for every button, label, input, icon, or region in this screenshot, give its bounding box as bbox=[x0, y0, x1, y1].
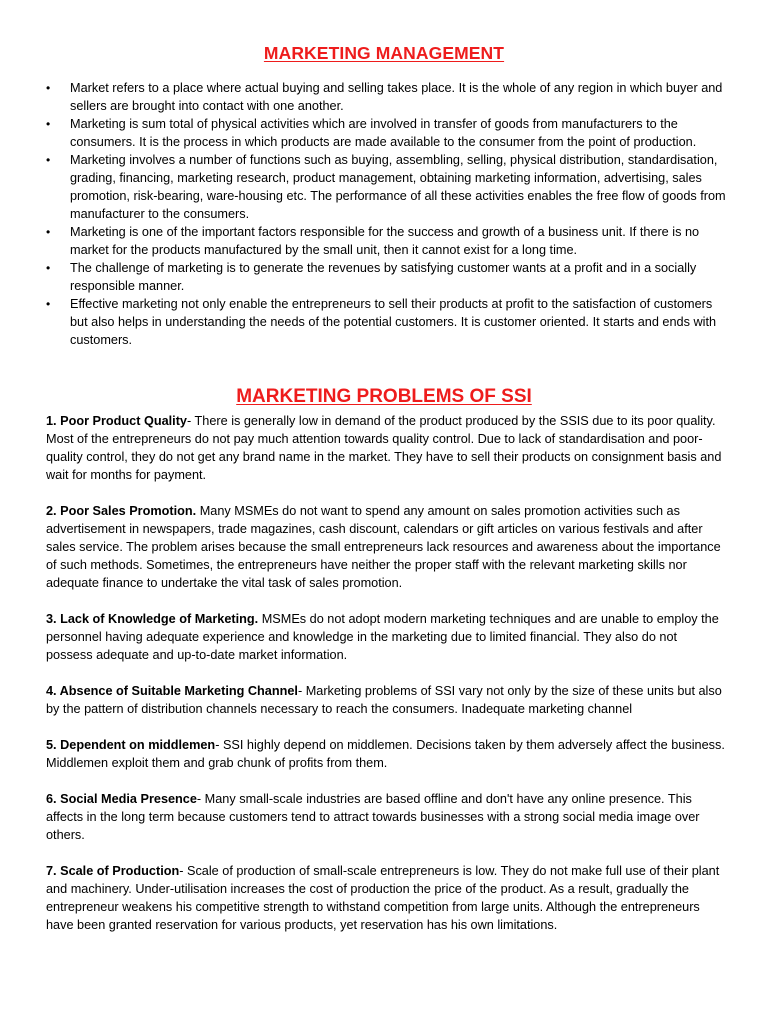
bullet-icon: • bbox=[46, 225, 51, 239]
bullet-item bbox=[46, 115, 726, 151]
bullet-item bbox=[46, 151, 726, 223]
problem-heading: 6. Social Media Presence bbox=[46, 792, 197, 806]
problem-paragraph bbox=[46, 502, 726, 592]
problem-heading: 3. Lack of Knowledge of Marketing. bbox=[46, 612, 259, 626]
problem-heading: 7. Scale of Production bbox=[46, 864, 180, 878]
problem-body: - SSI highly depend on middlemen. Decisions taken by them adversely affect the business. Middlemen exploit them and grab chunk of profits from them. bbox=[46, 738, 725, 770]
problem-body: Many MSMEs do not want to spend any amount on sales promotion activities such as advertisement in newspapers, trade magazines, cash discount, calendars or gift articles on various festivals and after sales service. The problem arises because the small entrepreneurs lack resources and awareness about the importance of such methods. Sometimes, the entrepreneurs have neither the proper staff with the relevant marketing skills nor adequate finance to undertake the vital task of sales promotion. bbox=[46, 504, 721, 590]
problem-paragraph bbox=[46, 682, 726, 718]
problem-paragraph bbox=[46, 862, 726, 934]
bullet-text: Effective marketing not only enable the entrepreneurs to sell their products at profit to the satisfaction of customers but also helps in understanding the needs of the potential customers. It is customer oriented. It starts and ends with customers. bbox=[70, 297, 717, 347]
problem-body: - Marketing problems of SSI vary not only by the size of these units but also by the pattern of distribution channels necessary to reach the consumers. Inadequate marketing channel bbox=[46, 684, 722, 716]
problem-heading: 1. Poor Product Quality bbox=[46, 414, 187, 428]
bullet-item bbox=[46, 223, 726, 259]
bullet-icon: • bbox=[46, 81, 51, 95]
bullet-icon: • bbox=[46, 153, 51, 167]
bullet-icon: • bbox=[46, 117, 51, 131]
problem-heading: 5. Dependent on middlemen bbox=[46, 738, 216, 752]
problem-paragraph bbox=[46, 736, 726, 772]
problem-body: - Many small-scale industries are based offline and don't have any online presence. This affects in the long term because customers tend to attract towards businesses with a strong social media image over others. bbox=[46, 792, 700, 842]
bullet-icon: • bbox=[46, 261, 51, 275]
bullet-text: Marketing is one of the important factors responsible for the success and growth of a business unit. If there is no market for the products manufactured by the small unit, then it cannot exist for a long time. bbox=[70, 225, 700, 257]
problem-paragraph bbox=[46, 790, 726, 844]
marketing-bullet-list bbox=[46, 79, 726, 349]
bullet-item bbox=[46, 79, 726, 115]
bullet-icon: • bbox=[46, 297, 51, 311]
bullet-item bbox=[46, 295, 726, 349]
problem-body: MSMEs do not adopt modern marketing techniques and are unable to employ the personnel having adequate experience and knowledge in the marketing due to limited financial. They also do not possess adequate and up-to-date market information. bbox=[46, 612, 719, 662]
bullet-text: Market refers to a place where actual buying and selling takes place. It is the whole of any region in which buyer and sellers are brought into contact with one another. bbox=[70, 81, 723, 113]
section-title: MARKETING PROBLEMS OF SSI bbox=[236, 386, 532, 407]
problem-heading: 4. Absence of Suitable Marketing Channel bbox=[46, 684, 298, 698]
problems-list bbox=[46, 412, 726, 934]
problem-paragraph bbox=[46, 412, 726, 484]
bullet-text: The challenge of marketing is to generate the revenues by satisfying customer wants at a profit and in a socially responsible manner. bbox=[70, 261, 697, 293]
problem-paragraph bbox=[46, 610, 726, 664]
page-title: MARKETING MANAGEMENT bbox=[263, 43, 505, 63]
bullet-item bbox=[46, 259, 726, 295]
problem-body: - Scale of production of small-scale entrepreneurs is low. They do not make full use of their plant and machinery. Under-utilisation increases the cost of production the price of the product. As a result, gradually the entrepreneur weakens his competitive strength to withstand competition from large units. Although the entrepreneurs have been granted reservation for various products, yet reservation has his own limitations. bbox=[46, 864, 720, 932]
bullet-text: Marketing involves a number of functions such as buying, assembling, selling, physical distribution, standardisation, grading, financing, marketing research, product management, obtaining marketing information, advertising, sales promotion, risk-bearing, ware-housing etc. The performance of all these activities enables the free flow of goods from manufacturer to the consumers. bbox=[70, 153, 726, 221]
problem-heading: 2. Poor Sales Promotion. bbox=[46, 504, 197, 518]
bullet-text: Marketing is sum total of physical activities which are involved in transfer of goods from manufacturers to the consumers. It is the process in which products are made available to the consumer from the point of production. bbox=[70, 117, 697, 149]
problem-body: - There is generally low in demand of the product produced by the SSIS due to its poor quality. Most of the entrepreneurs do not pay much attention towards quality control. Due to lack of standardisation and poor-quality control, they do not get any brand name in the market. They have to sell their products on consignment basis and wait for months for payment. bbox=[46, 414, 722, 482]
